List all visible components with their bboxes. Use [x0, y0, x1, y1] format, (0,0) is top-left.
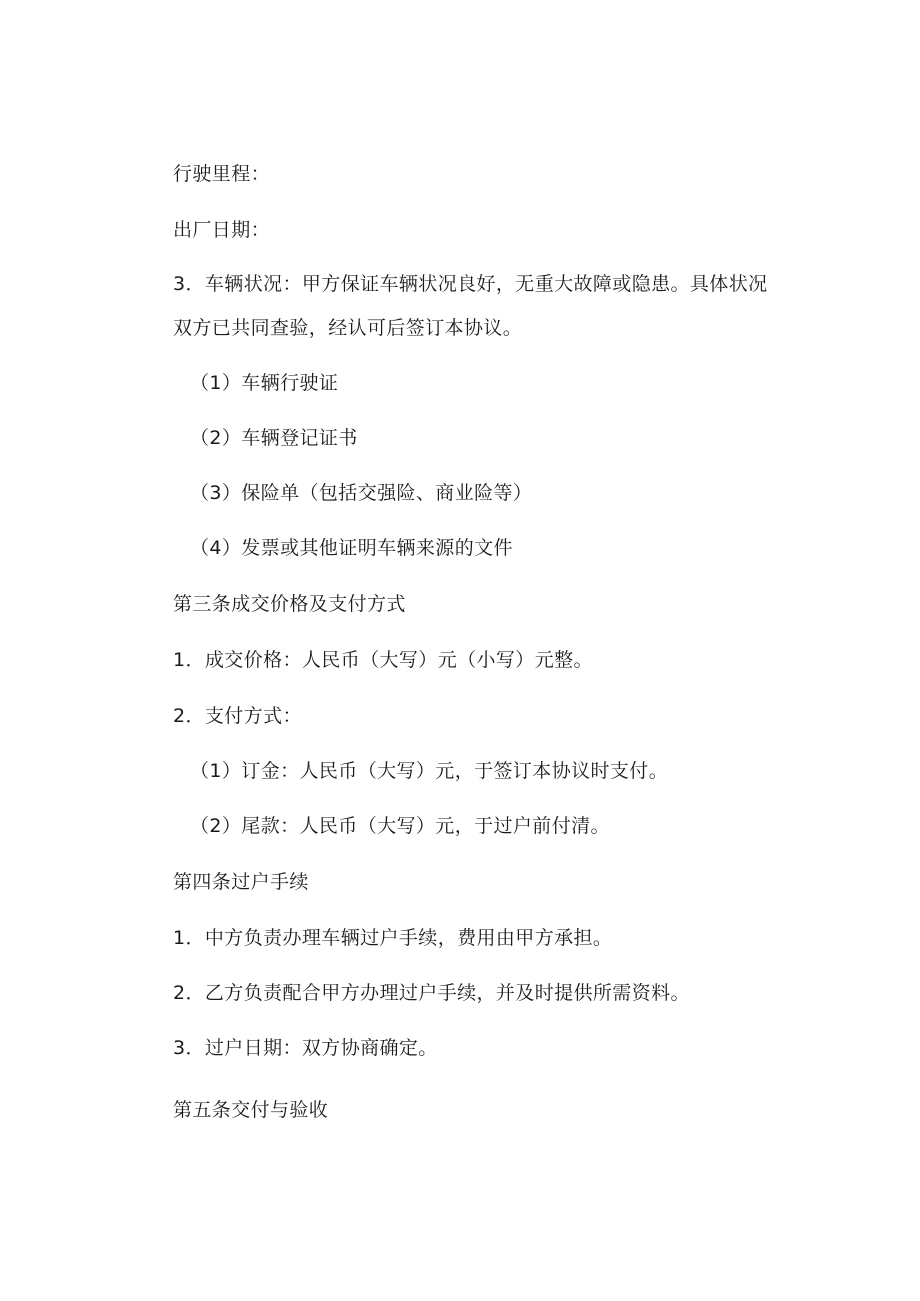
- manufacture-date-label: 出厂日期：: [173, 219, 271, 241]
- document-item-registration: （2）车辆登记证书: [190, 427, 358, 449]
- mileage-field-label: 行驶里程：: [173, 163, 271, 185]
- transfer-clause-3: 3．过户日期：双方协商确定。: [173, 1037, 438, 1059]
- payment-item-deposit: （1）订金：人民币（大写）元，于签订本协议时支付。: [190, 760, 669, 782]
- document-item-invoice: （4）发票或其他证明车辆来源的文件: [190, 537, 513, 559]
- document-item-insurance: （3）保险单（包括交强险、商业险等）: [190, 482, 533, 504]
- vehicle-condition-clause-cont: 双方已共同查验，经认可后签订本协议。: [173, 317, 523, 339]
- document-item-license: （1）车辆行驶证: [190, 372, 339, 394]
- transfer-clause-1: 1．中方负责办理车辆过户手续，费用由甲方承担。: [173, 927, 613, 949]
- article-5-heading: 第五条交付与验收: [173, 1099, 329, 1121]
- transfer-clause-2: 2．乙方负责配合甲方办理过户手续，并及时提供所需资料。: [173, 982, 690, 1004]
- price-clause: 1．成交价格：人民币（大写）元（小写）元整。: [173, 649, 593, 671]
- payment-item-balance: （2）尾款：人民币（大写）元，于过户前付清。: [190, 815, 610, 837]
- payment-method-clause: 2．支付方式：: [173, 705, 302, 727]
- article-4-heading: 第四条过户手续: [173, 871, 309, 893]
- vehicle-condition-clause: 3．车辆状况：甲方保证车辆状况良好，无重大故障或隐患。具体状况: [173, 273, 768, 295]
- article-3-heading: 第三条成交价格及支付方式: [173, 593, 406, 615]
